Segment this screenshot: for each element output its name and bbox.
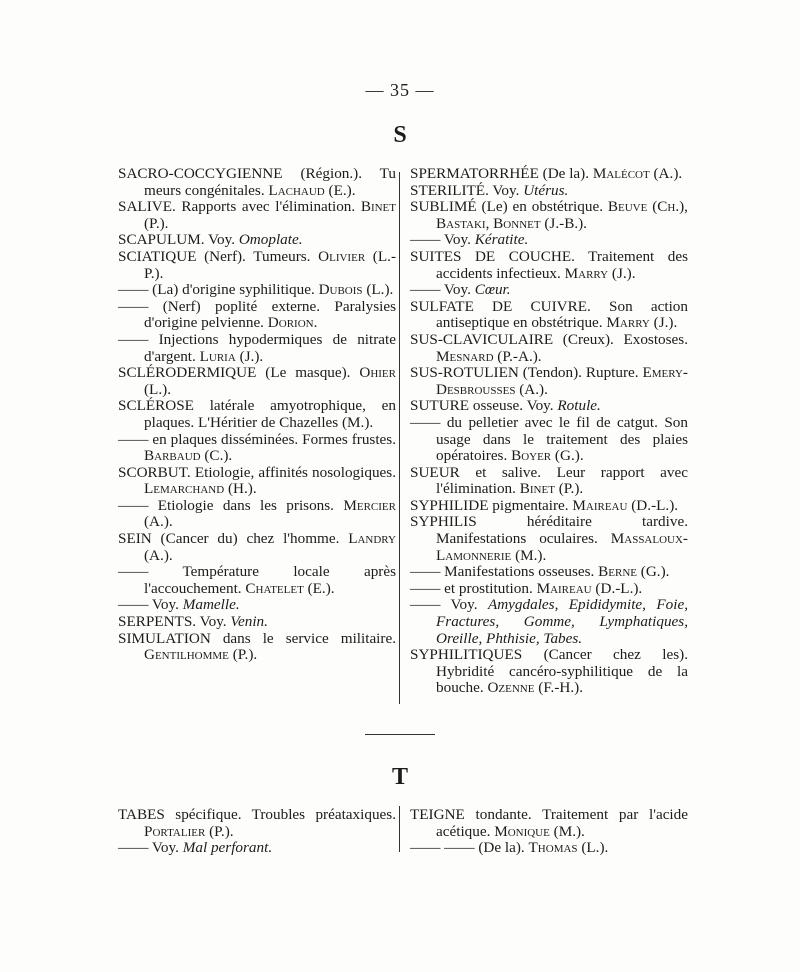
index-entry	[118, 807, 396, 840]
entry-author: Gentilhomme (P.).	[144, 646, 258, 664]
entry-crossref: Mal perforant.	[182, 839, 273, 857]
index-entry	[410, 166, 688, 183]
entry-crossref: Venin.	[230, 613, 268, 631]
entry-author: Dubois (L.).	[318, 281, 394, 299]
section-letter-s: S	[393, 122, 407, 148]
entry-author: Boyer (G.).	[511, 447, 584, 465]
entry-heading: STERILITÉ. Voy.	[410, 181, 524, 199]
index-entry	[118, 531, 396, 564]
index-entry	[410, 299, 688, 332]
index-entry	[118, 365, 396, 398]
entry-author: Emery-Desbrousses (A.).	[436, 364, 688, 398]
entry-heading: SYPHILITIQUES (Cancer chez les). Hybridité cancéro-syphilitique de la bouche.	[410, 646, 688, 697]
entry-author: Dorion.	[267, 314, 318, 332]
index-entry	[118, 840, 396, 857]
entry-author: Marry (J.).	[564, 264, 636, 282]
entry-heading: —— Injections hypodermiques de nitrate d'argent.	[118, 330, 396, 365]
index-entry	[410, 398, 688, 415]
entry-heading: —— (La) d'origine syphilitique.	[118, 281, 319, 299]
entry-author: Thomas (L.).	[528, 839, 609, 857]
entry-author: Lemarchand (H.).	[144, 480, 257, 498]
section-separator	[365, 734, 435, 735]
entry-heading: —— Voy.	[118, 839, 183, 857]
index-entry	[118, 597, 396, 614]
entry-author: Landry (A.).	[144, 530, 396, 564]
index-entry	[410, 415, 688, 465]
entry-heading: SCIATIQUE (Nerf). Tumeurs.	[118, 247, 319, 265]
index-entry	[410, 183, 688, 200]
entry-author: Chatelet (E.).	[245, 579, 335, 597]
entry-heading: SCLÉRODERMIQUE (Le masque).	[118, 364, 360, 382]
entry-crossref: Omoplate.	[238, 231, 303, 249]
entry-heading: —— Voy.	[410, 596, 488, 614]
index-entry	[410, 332, 688, 365]
entry-author: Lachaud (E.).	[268, 181, 356, 199]
entry-heading: SYPHILIDE pigmentaire.	[410, 496, 573, 514]
index-entry	[410, 465, 688, 498]
entry-author: Mesnard (P.-A.).	[436, 347, 542, 365]
entry-heading: SIMULATION dans le service militaire.	[118, 629, 396, 647]
entry-heading: SCAPULUM. Voy.	[118, 231, 239, 249]
entry-heading: SUTURE osseuse. Voy.	[410, 397, 558, 415]
page-number: — 35 —	[365, 80, 435, 100]
index-entry	[118, 398, 396, 431]
entry-crossref: Utérus.	[523, 181, 569, 199]
index-entry	[410, 564, 688, 581]
entry-heading: SERPENTS. Voy.	[118, 613, 231, 631]
entry-heading: TEIGNE tondante. Traitement par l'acide acétique.	[410, 806, 688, 840]
entry-crossref: Kératite.	[474, 231, 529, 249]
column-divider	[399, 806, 400, 852]
entry-heading: SCORBUT. Etiologie, affinités nosologiques.	[118, 463, 396, 481]
entry-heading: SEIN (Cancer du) chez l'homme.	[118, 530, 349, 548]
entry-heading: SUS-CLAVICULAIRE (Creux). Exostoses.	[410, 330, 688, 348]
entry-heading: TABES spécifique. Troubles préataxiques.	[118, 806, 396, 823]
section-letter-t: T	[391, 764, 408, 790]
entry-heading: —— en plaques disséminées. Formes frustes.	[118, 430, 396, 448]
index-entry	[118, 432, 396, 465]
entry-author: Beuve (Ch.), Bastaki, Bonnet (J.-B.).	[436, 198, 688, 232]
index-entry	[410, 647, 688, 697]
index-column-s-left	[118, 166, 396, 664]
entry-heading: SULFATE DE CUIVRE. Son action antiseptique en obstétrique.	[410, 297, 688, 332]
entry-author: Binet (P.).	[144, 198, 396, 232]
entry-heading: SYPHILIS héréditaire tardive. Manifestations oculaires.	[410, 513, 688, 548]
entry-crossref: Rotule.	[557, 397, 601, 415]
index-entry	[410, 581, 688, 598]
entry-heading: —— du pelletier avec le fil de catgut. Son usage dans le traitement des plaies opératoires.	[410, 413, 688, 465]
entry-heading: —— et prostitution.	[410, 579, 537, 597]
entry-heading: SUS-ROTULIEN (Tendon). Rupture.	[410, 364, 643, 382]
index-column-t-right	[410, 807, 688, 857]
entry-author: Ohier (L.).	[144, 364, 396, 398]
index-entry	[118, 282, 396, 299]
entry-heading: —— Voy.	[410, 231, 475, 249]
index-entry	[410, 840, 688, 857]
entry-heading: SUITES DE COUCHE. Traitement des accidents infectieux.	[410, 247, 688, 282]
entry-author: Malécot (A.).	[592, 165, 683, 182]
entry-author: Maireau (D.-L.).	[572, 496, 679, 514]
index-entry	[410, 249, 688, 282]
entry-author: Olivier (L.-P.).	[144, 247, 396, 282]
index-entry	[410, 498, 688, 515]
index-entry	[118, 332, 396, 365]
entry-heading: SCLÉROSE latérale amyotrophique, en plaques. L'Héritier de Chazelles (M.).	[118, 397, 396, 431]
entry-author: Luria (J.).	[199, 347, 264, 365]
entry-author: Mercier (A.).	[144, 496, 396, 531]
entry-author: Massaloux-Lamonnerie (M.).	[436, 530, 688, 564]
index-entry	[118, 498, 396, 531]
index-entry	[410, 514, 688, 564]
index-entry	[410, 282, 688, 299]
entry-heading: —— Etiologie dans les prisons.	[118, 496, 344, 514]
entry-author: Ozenne (F.-H.).	[487, 679, 584, 697]
column-divider	[399, 172, 400, 704]
entry-heading: SUBLIMÉ (Le) en obstétrique.	[410, 198, 608, 216]
entry-author: Berne (G.).	[598, 563, 670, 581]
entry-heading: —— Voy.	[118, 596, 183, 614]
index-entry	[410, 232, 688, 249]
entry-author: Binet (P.).	[519, 480, 584, 498]
index-column-s-right	[410, 166, 688, 697]
index-entry	[118, 232, 396, 249]
index-entry	[118, 166, 396, 199]
index-entry	[118, 564, 396, 597]
entry-author: Maireau (D.-L.).	[536, 579, 643, 597]
index-entry	[118, 631, 396, 664]
index-entry	[410, 199, 688, 232]
entry-author: Marry (J.).	[606, 314, 678, 332]
entry-author: Portalier (P.).	[144, 822, 234, 840]
index-entry	[410, 807, 688, 840]
index-entry	[118, 465, 396, 498]
entry-heading: —— Température locale après l'accouchement.	[118, 563, 396, 597]
entry-crossref: Mamelle.	[182, 596, 240, 614]
entry-heading: —— (Nerf) poplité externe. Paralysies d'origine pelvienne.	[118, 297, 396, 332]
entry-heading: SUEUR et salive. Leur rapport avec l'élimination.	[410, 463, 688, 498]
entry-heading: —— Manifestations osseuses.	[410, 563, 599, 581]
index-entry	[410, 597, 688, 647]
entry-heading: SALIVE. Rapports avec l'élimination.	[118, 198, 361, 216]
entry-crossref: Amygdales, Epididymite, Foie, Fractures, Gomme, Lymphatiques, Oreille, Phthisie, Tabes.	[436, 596, 689, 647]
index-entry	[118, 614, 396, 631]
index-entry	[410, 365, 688, 398]
entry-heading: SACRO-COCCYGIENNE (Région.). Tu meurs congénitales.	[118, 165, 396, 199]
entry-heading: —— —— (De la).	[410, 839, 529, 857]
index-entry	[118, 249, 396, 282]
entry-heading: SPERMATORRHÉE (De la).	[410, 165, 593, 182]
index-column-t-left	[118, 807, 396, 857]
index-entry	[118, 299, 396, 332]
entry-crossref: Cœur.	[474, 281, 511, 299]
entry-author: Monique (M.).	[494, 822, 585, 840]
index-entry	[118, 199, 396, 232]
entry-author: Barbaud (C.).	[144, 447, 233, 465]
entry-heading: —— Voy.	[410, 281, 475, 299]
